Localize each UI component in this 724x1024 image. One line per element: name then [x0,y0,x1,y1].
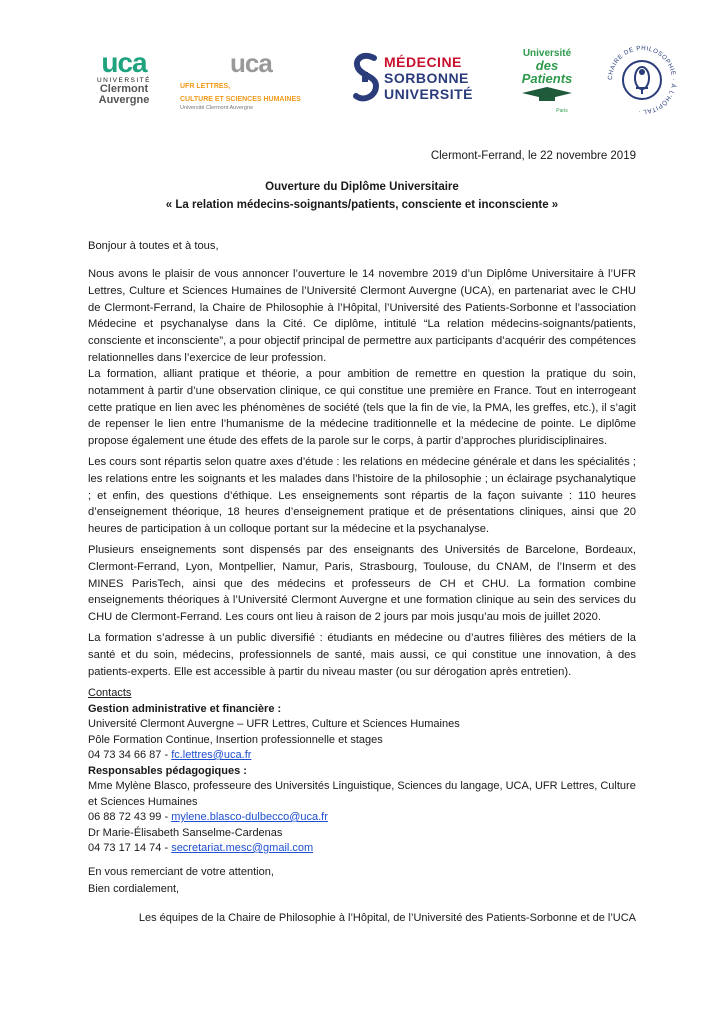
uca-logo-name2: Auvergne [98,94,150,106]
ped-line1: Mme Mylène Blasco, professeure des Universités Linguistique, Sciences du langage, UCA, UFR Lettres, Culture et Sciences Humaines [88,780,636,808]
admin-heading: Gestion administrative et financière : [88,702,282,715]
contacts-section [88,686,648,857]
ufr-logo-line2: CULTURE ET SCIENCES HUMAINES [180,96,301,103]
ufr-logo-line3: Université Clermont Auvergne [180,105,254,111]
admin-line2: Pôle Formation Continue, Insertion professionnelle et stages [88,733,383,746]
uca-logo [84,48,164,118]
greeting: Bonjour à toutes et à tous, [88,240,219,252]
paragraph-1: Nous avons le plaisir de vous annoncer l’ouverture le 14 novembre 2019 d’un Diplôme Universitaire à l’UFR Lettres, Culture et Sciences Humaines de l’Université Clermont Auvergne (UCA), en partenariat avec le CHU de Clermont-Ferrand, la Chaire de Philosophie à l’Hôpital, l’Université des Patients-Sorbonne et l’association Médecine et psychanalyse dans la Cité. Ce diplôme, intitulé “La relation médecins-soignants/patients, consciente et inconsciente”, a pour objectif principal de permettre aux participants d’acquérir des compétences relationnelles dans l’exercice de leur profession. [88,268,636,364]
sorbonne-s-icon [352,52,380,104]
ped-phone1: 06 88 72 43 99 - [88,811,172,823]
ped-email2-link[interactable]: secretariat.mesc@gmail.com [171,842,314,854]
closing-line1: En vous remerciant de votre attention, [88,866,274,878]
chaire-ring-text: CHAIRE DE PHILOSOPHIE · À L'HÔPITAL · [606,44,678,116]
patients-logo-l1: Université [522,48,572,59]
title-line1: Ouverture du Diplôme Universitaire [265,181,459,193]
letter-date: Clermont-Ferrand, le 22 novembre 2019 [430,150,636,162]
uca-logo-name1: Clermont [99,83,149,95]
patients-logo-l2: des Patients [521,58,573,86]
ped-contact-2 [88,841,648,857]
paragraph-2: La formation, alliant pratique et théorie, a pour ambition de remettre en question la pratique du soin, notamment à partir d’une observation clinique, ce qui constitue une première en France. Tout en interrogeant cette pratique en lien avec les phénomènes de société (tels que la fin de vie, la PMA, les greffes, etc.), il s’agit de repenser le lien entre l’humanisme de la médecine traditionnelle et la médecine de pointe. Le diplôme propose également une étude des effets de la parole sur le corps, à partir d’approches pluridisciplinaires. [88,368,636,448]
logo-row [84,42,684,122]
admin-line1: Université Clermont Auvergne – UFR Lettres, Culture et Sciences Humaines [88,718,460,730]
paragraph-4: Plusieurs enseignements sont dispensés par des enseignants des Universités de Barcelone, Bordeaux, Clermont-Ferrand, Lyon, Montpellier, Namur, Paris, Strasbourg, Toulouse, du CNAM, de l’Inserm et des MINES ParisTech, ainsi que des médecins et professeurs de CH et CHU. La formation combine enseignements théoriques à l’Université Clermont Auvergne et une formation clinique au sein des services du CHU de Clermont-Ferrand. Les cours ont lieu à raison de 2 jours par mois jusqu’au mois de juillet 2020. [88,544,636,624]
admin-contact [88,748,648,764]
letter-title [0,178,724,214]
graduation-cap-icon [517,85,577,103]
ped-phone2: 04 73 17 14 74 - [88,842,172,854]
medecine-logo-l2: SORBONNE [384,70,469,86]
medecine-logo-l1: MÉDECINE [384,54,462,70]
ped-line2: Dr Marie-Élisabeth Sanselme-Cardenas [88,826,283,839]
admin-phone: 04 73 34 66 87 - [88,749,172,761]
ped-email1-link[interactable]: mylene.blasco-dulbecco@uca.fr [171,811,328,823]
paragraph-3: Les cours sont répartis selon quatre axes d’étude : les relations en médecine générale et dans les spécialités ; les relations entre les soignants et les malades dans l’histoire de la philosophie ; un éclairage psychanalytique ; et enfin, des questions d’éthique. Les enseignements sont répartis de la façon suivante : 110 heures d’enseignement théorique, 18 heures d’enseignement pratique et de présentations cliniques, ainsi que 20 heures de participation à un colloque portant sur la médecine et la psychanalyse. [88,456,636,536]
ped-contact-1 [88,810,648,826]
closing [88,864,274,897]
contacts-heading: Contacts [88,687,132,699]
uca-logo-univ: UNIVERSITÉ [96,77,151,84]
paragraph-5: La formation s’adresse à un public diversifié : étudiants en médecine ou d’autres filières des métiers de la santé et du soin, médecins, professionnels de santé, mais aussi, ce qui constitue une innovation, à des patients-experts. Elle est accessible à partir du niveau master (ou sur dérogation après entretien). [88,632,636,678]
chaire-seal-icon [604,42,680,118]
ufr-logo-mark: uca [230,48,272,78]
uca-logo-mark: uca [101,47,147,78]
medecine-logo-l3: UNIVERSITÉ [384,86,474,102]
chaire-philosophie-logo [604,42,680,118]
ped-heading: Responsables pédagogiques : [88,764,247,777]
closing-line2: Bien cordialement, [88,882,180,895]
patients-logo-l3: Paris [556,108,568,114]
admin-email-link[interactable]: fc.lettres@uca.fr [171,749,252,761]
medecine-sorbonne-logo [352,52,492,112]
signature: Les équipes de la Chaire de Philosophie à l’Hôpital, de l’Université des Patients-Sorbonne et de l’UCA [138,912,636,924]
ufr-logo-line1: UFR LETTRES, [180,83,231,90]
ufr-logo [180,48,330,118]
universite-patients-logo [512,48,582,114]
title-line2: « La relation médecins-soignants/patients, consciente et inconsciente » [165,199,559,211]
